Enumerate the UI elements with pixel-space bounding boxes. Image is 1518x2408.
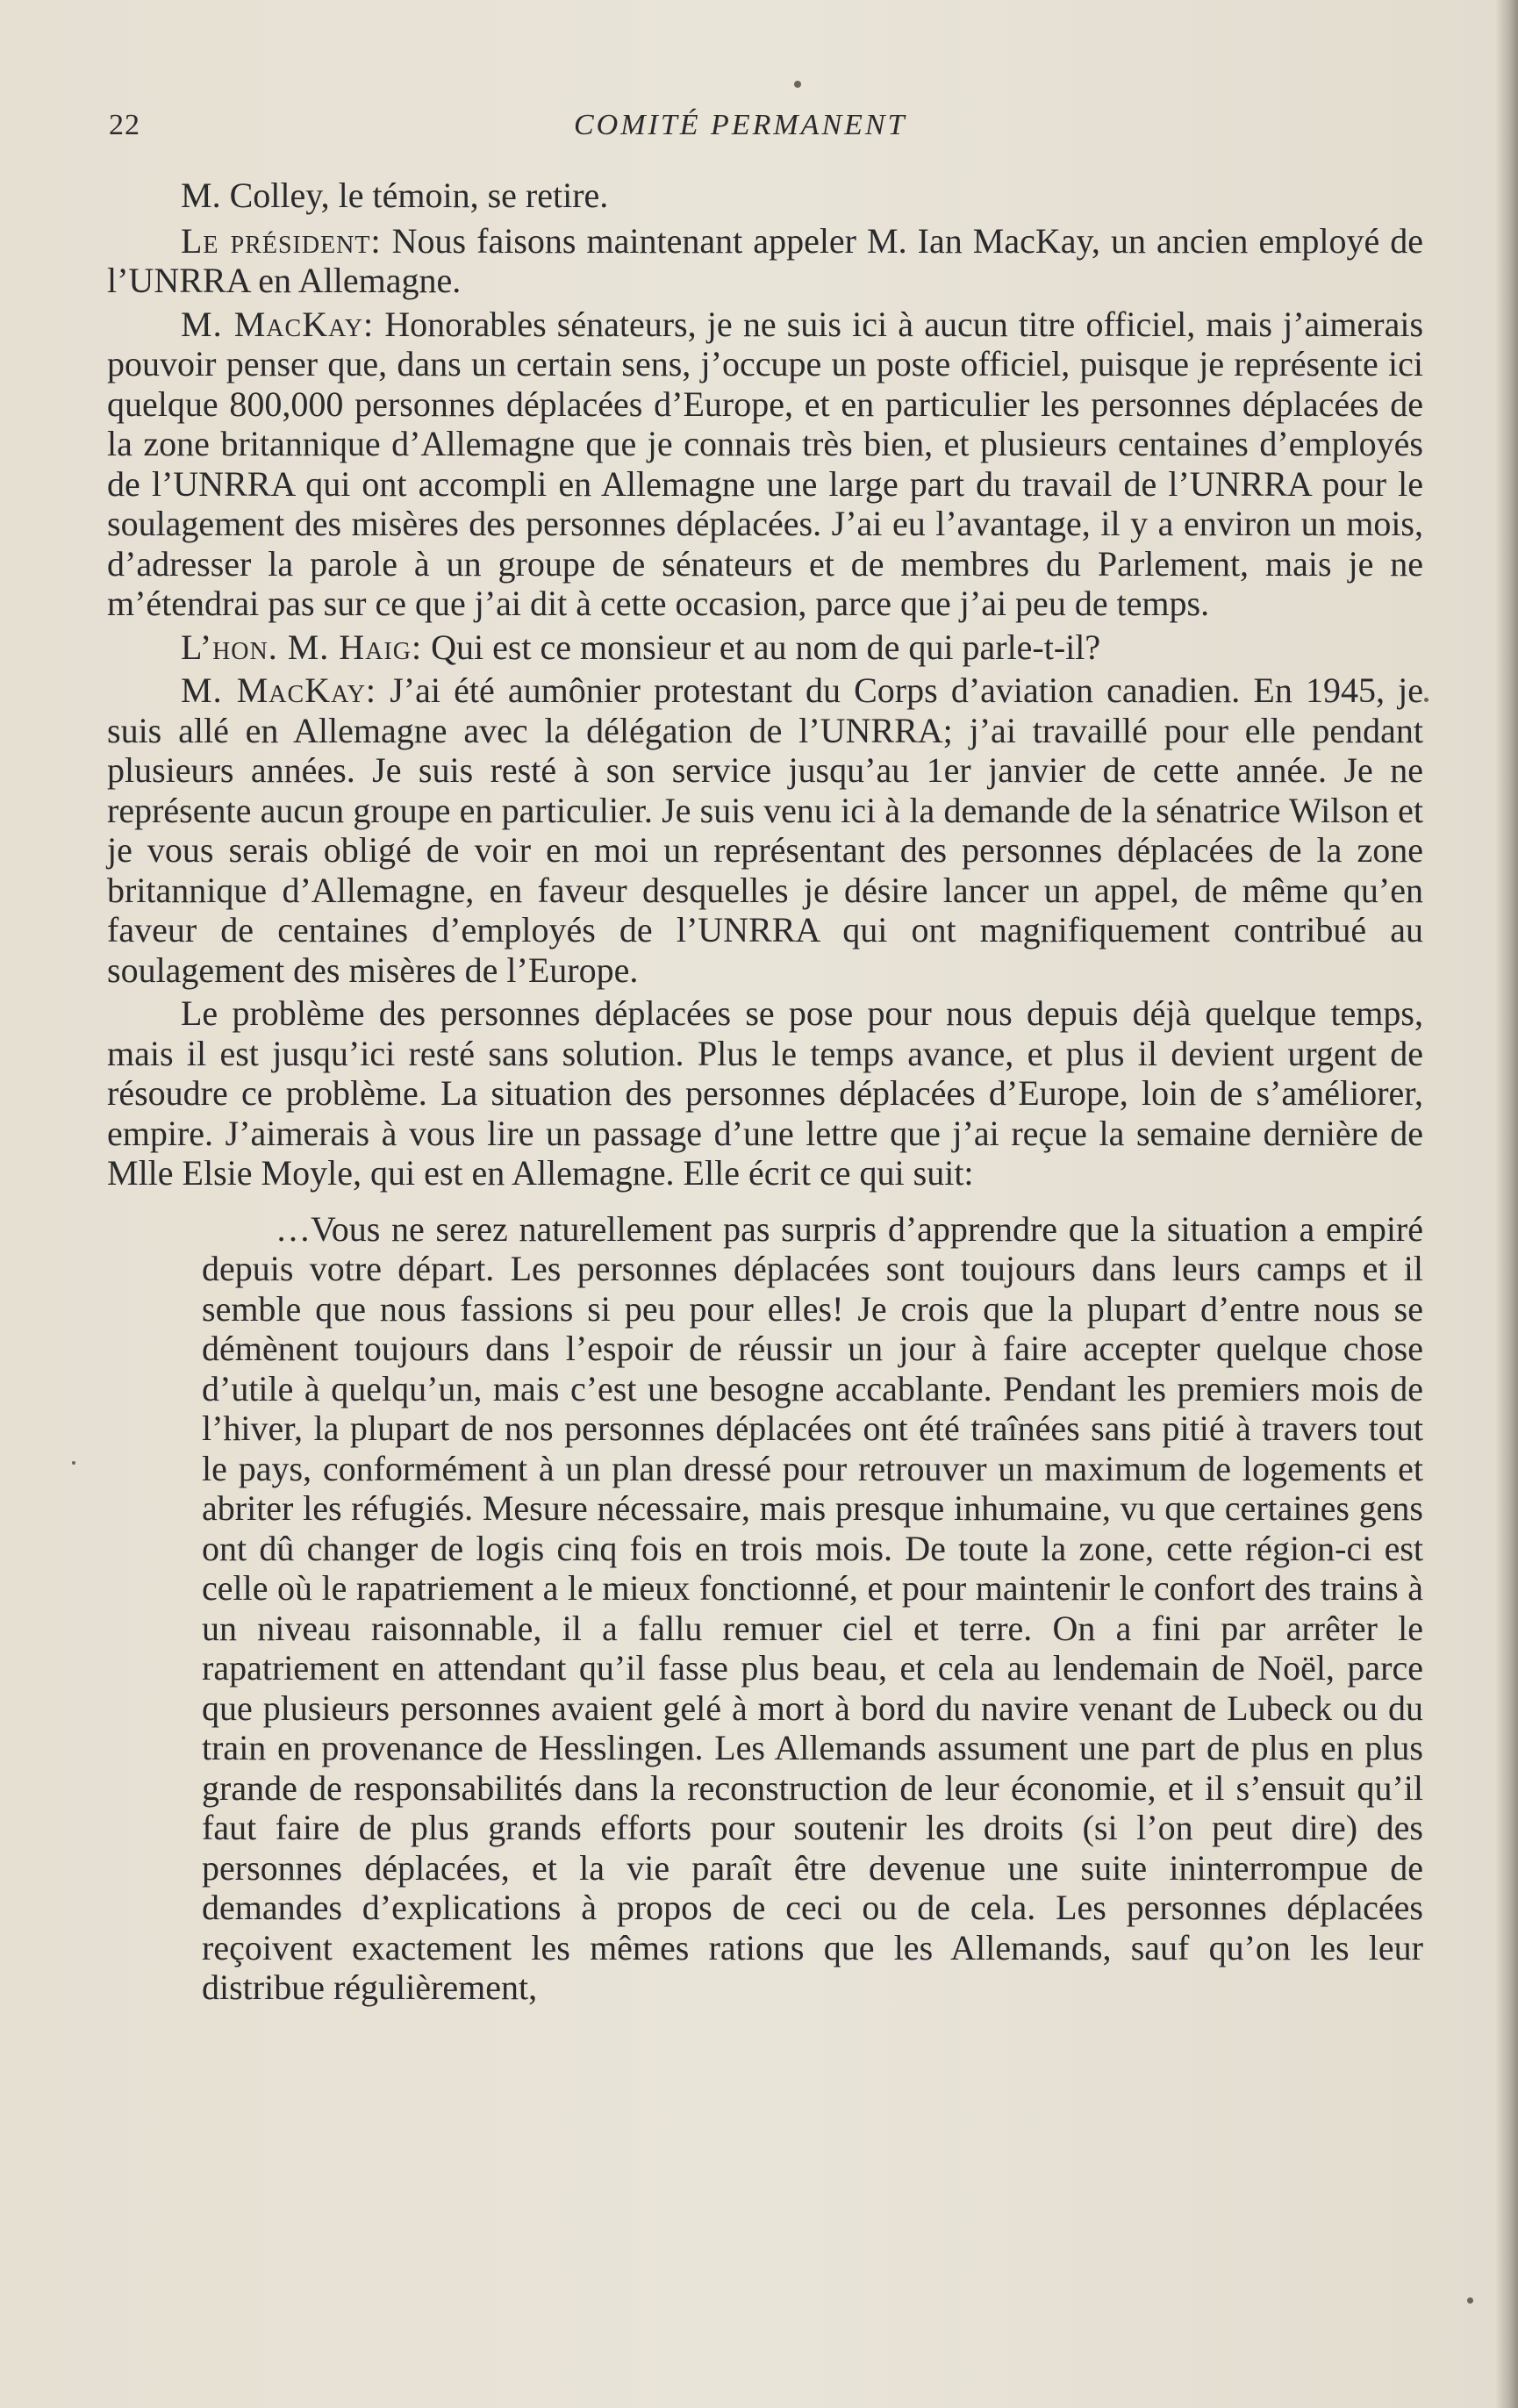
paragraph-text: Honorables sénateurs, je ne suis ici à aucun titre officiel, mais j’aimerais pouvoir penser que, dans un certain sens, j’occupe un poste officiel, puisque je représente ici quelque 800,000 personnes déplacées d’Europe, et en particulier les personnes déplacées de la zone britannique d’Allemagne que je connais très bien, et plusieurs centaines d’employés de l’UNRRA qui ont accompli en Allemagne une large part du travail de l’UNRRA pour le soulagement des misères des personnes déplacées. J’ai eu l’avantage, il y a environ un mois, d’adresser la parole à un groupe de sénateurs et de membres du Parlement, mais je ne m’étendrai pas sur ce que j’ai dit à cette occasion, parce que j’ai peu de temps. xyxy=(107,304,1424,623)
speaker-label: M. MacKay: xyxy=(181,670,377,710)
paragraph xyxy=(107,221,1423,301)
paragraph xyxy=(107,993,1423,1193)
paragraph-text: J’ai été aumônier protestant du Corps d’aviation canadien. En 1945, je suis allé en Allemagne avec la délégation de l’UNRRA; j’ai travaillé pour elle pendant plusieurs années. Je suis resté à son service jusqu’au 1er janvier de cette année. Je ne représente aucun groupe en particulier. Je suis venu ici à la demande de la sénatrice Wilson et je vous serais obligé de voir en moi un représentant des personnes déplacées de la zone britannique d’Allemagne, en faveur desquelles je désire lancer un appel, de même qu’en faveur de centaines d’employés de l’UNRRA qui ont magnifiquement contribué au soulagement des misères de l’Europe. xyxy=(107,670,1424,990)
paragraph xyxy=(107,176,1423,216)
speaker-label: Le président: xyxy=(181,220,382,261)
page-edge-shadow xyxy=(1495,0,1518,2408)
page-header xyxy=(109,109,1425,153)
speaker-label: L’hon. M. Haig: xyxy=(181,627,423,667)
page-body xyxy=(107,176,1423,2011)
paragraph xyxy=(107,305,1423,624)
quote-paragraph xyxy=(202,1209,1423,2008)
paragraph-text: Qui est ce monsieur et au nom de qui parle-t-il? xyxy=(422,627,1101,667)
quote-text: …Vous ne serez naturellement pas surpris d’apprendre que la situation a empiré depuis votre départ. Les personnes déplacées sont toujours dans leurs camps et il semble que nous fassions si peu pour elles! Je crois que la plupart d’entre nous se démènent toujours dans l’espoir de réussir un jour à faire accepter quelque chose d’utile à quelqu’un, mais c’est une besogne accablante. Pendant les premiers mois de l’hiver, la plupart de nos personnes déplacées ont été traînées sans pitié à travers tout le pays, conformément à un plan dressé pour retrouver un maximum de logements et abriter les réfugiés. Mesure nécessaire, mais presque inhumaine, vu que certaines gens ont dû changer de logis cinq fois en trois mois. De toute la zone, cette région-ci est celle où le rapatriement a le mieux fonctionné, et pour maintenir le confort des trains à un niveau raisonnable, il a fallu remuer ciel et terre. On a fini par arrêter le rapatriement en attendant qu’il fasse plus beau, et cela au lendemain de Noël, parce que plusieurs personnes avaient gelé à mort à bord du navire venant de Lubeck ou du train en provenance de Hesslingen. Les Allemands assument une part de plus en plus grande de responsabilités dans la reconstruction de leur économie, et il s’ensuit qu’il faut faire de plus grands efforts pour soutenir les droits (si l’on peut dire) des personnes déplacées, et la vie paraît être devenue une suite ininterrompue de demandes d’explications à propos de ceci ou de cela. Les personnes déplacées reçoivent exactement les mêmes rations que les Allemands, sauf qu’on les leur distribue régulièrement, xyxy=(202,1208,1423,2007)
paper-speck xyxy=(1424,698,1428,702)
paper-speck xyxy=(72,1461,75,1465)
quoted-letter xyxy=(202,1209,1423,2008)
paper-speck xyxy=(1467,2297,1473,2304)
page-number: 22 xyxy=(109,109,140,141)
paper-speck xyxy=(794,81,801,88)
paragraph-text: M. Colley, le témoin, se retire. xyxy=(181,176,609,215)
speaker-label: M. MacKay: xyxy=(181,304,375,344)
paragraph-text: Le problème des personnes déplacées se pose pour nous depuis déjà quelque temps, mais il est jusqu’ici resté sans solution. Plus le temps avance, et plus il devient urgent de résoudre ce problème. La situation des personnes déplacées d’Europe, loin de s’améliorer, empire. J’aimerais à vous lire un passage d’une lettre que j’ai reçue la semaine dernière de Mlle Elsie Moyle, qui est en Allemagne. Elle écrit ce qui suit: xyxy=(107,993,1423,1193)
paragraph xyxy=(107,670,1423,990)
running-head: COMITÉ PERMANENT xyxy=(574,109,907,141)
paragraph xyxy=(107,627,1423,668)
paragraph-text: Nous faisons maintenant appeler M. Ian MacKay, un ancien employé de l’UNRRA en Allemagne. xyxy=(107,220,1424,300)
